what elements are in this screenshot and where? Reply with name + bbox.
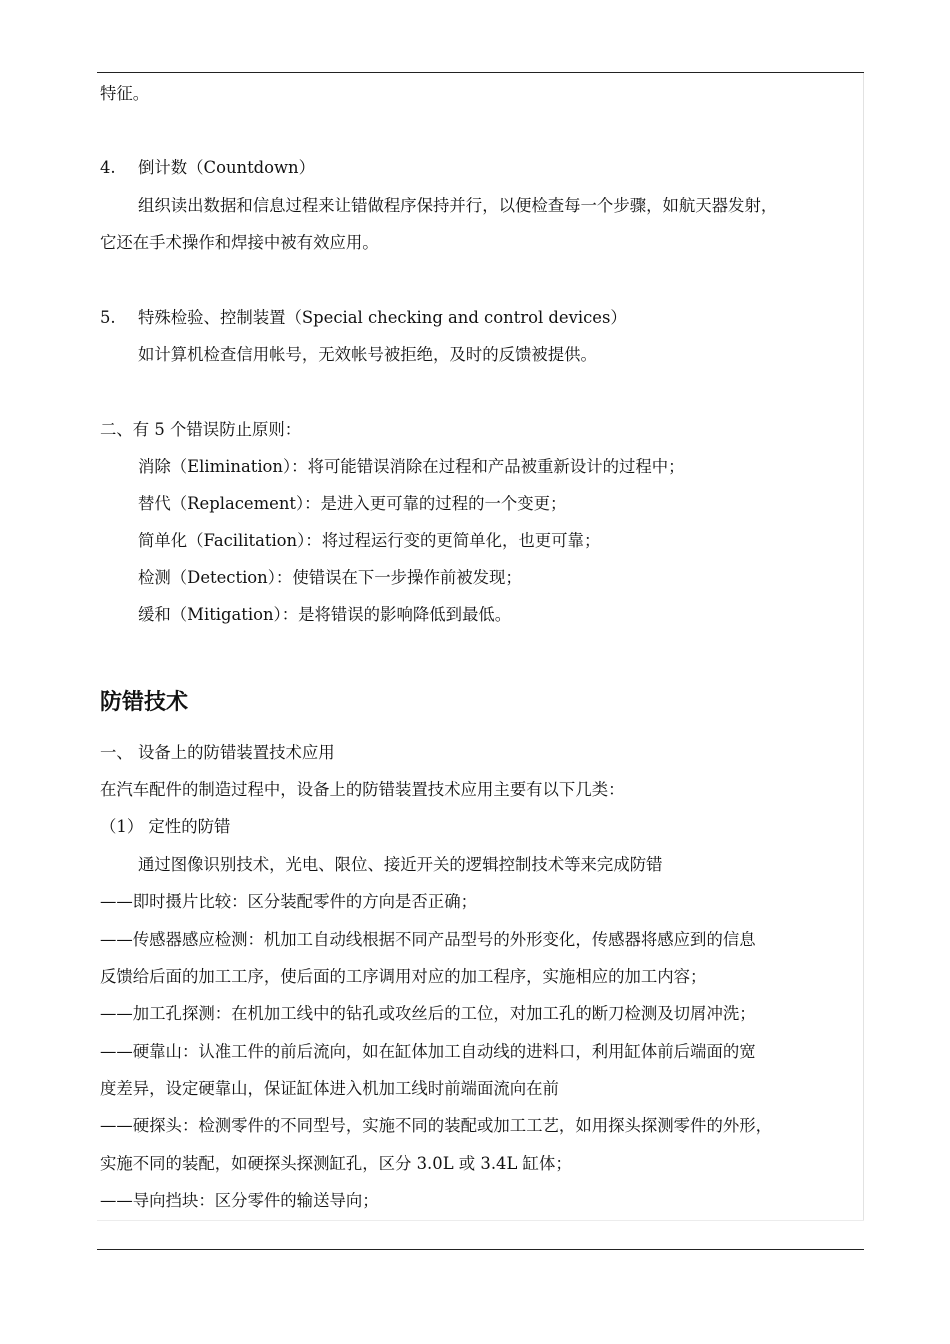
item4-body-line1: 组织读出数据和信息过程来让错做程序保持并行，以便检查每一个步骤，如航天器发射，	[138, 196, 778, 215]
category-description: 通过图像识别技术，光电、限位、接近开关的逻辑控制技术等来完成防错	[138, 855, 663, 874]
section-title: 防错技术	[100, 690, 189, 715]
principle-mitigation: 缓和（Mitigation）：是将错误的影响降低到最低。	[138, 605, 512, 624]
list-item: 反馈给后面的加工工序，使后面的工序调用对应的加工程序，实施相应的加工内容；	[100, 967, 707, 986]
principle-elimination: 消除（Elimination）：将可能错误消除在过程和产品被重新设计的过程中；	[138, 457, 685, 476]
item4-heading	[100, 158, 315, 178]
list-item: 度差异，设定硬靠山，保证缸体进入机加工线时前端面流向在前	[100, 1079, 559, 1098]
item4-title: 倒计数（Countdown）	[138, 158, 316, 177]
list-item: ——即时摄片比较：区分装配零件的方向是否正确；	[100, 892, 477, 911]
item5-body: 如计算机检查信用帐号，无效帐号被拒绝，及时的反馈被提供。	[138, 345, 597, 364]
item5-number: 5.	[100, 308, 116, 327]
list-item: ——导向挡块：区分零件的输送导向；	[100, 1191, 379, 1210]
principle-facilitation: 简单化（Facilitation）：将过程运行变的更简单化，也更可靠；	[138, 531, 601, 550]
page-frame-right	[863, 73, 864, 1220]
section-subheading: 一、 设备上的防错装置技术应用	[100, 743, 335, 762]
category-qualitative: （1） 定性的防错	[100, 817, 231, 836]
principle-replacement: 替代（Replacement）：是进入更可靠的过程的一个变更；	[138, 494, 567, 513]
list-item: ——传感器感应检测：机加工自动线根据不同产品型号的外形变化，传感器将感应到的信息	[100, 930, 756, 949]
continuation-text: 特征。	[100, 84, 150, 103]
list-item: 实施不同的装配，如硬探头探测缸孔，区分 3.0L 或 3.4L 缸体；	[100, 1154, 572, 1173]
item4-number: 4.	[100, 158, 116, 177]
list-item: ——加工孔探测：在机加工线中的钻孔或攻丝后的工位，对加工孔的断刀检测及切屑冲洗；	[100, 1004, 756, 1023]
header-rule	[97, 72, 864, 73]
section-intro: 在汽车配件的制造过程中，设备上的防错装置技术应用主要有以下几类：	[100, 780, 625, 799]
list-item: ——硬靠山：认准工件的前后流向，如在缸体加工自动线的进料口，利用缸体前后端面的宽	[100, 1042, 756, 1061]
page-frame-bottom	[97, 1220, 864, 1221]
principles-heading: 二、有 5 个错误防止原则：	[100, 420, 302, 439]
item5-heading	[100, 308, 627, 328]
list-item: ——硬探头：检测零件的不同型号，实施不同的装配或加工工艺，如用探头探测零件的外形，	[100, 1116, 773, 1135]
principle-detection: 检测（Detection）：使错误在下一步操作前被发现；	[138, 568, 522, 587]
item4-body-line2: 它还在手术操作和焊接中被有效应用。	[100, 233, 379, 252]
item5-title: 特殊检验、控制装置（Special checking and control devices）	[138, 308, 627, 327]
footer-rule	[97, 1249, 864, 1250]
